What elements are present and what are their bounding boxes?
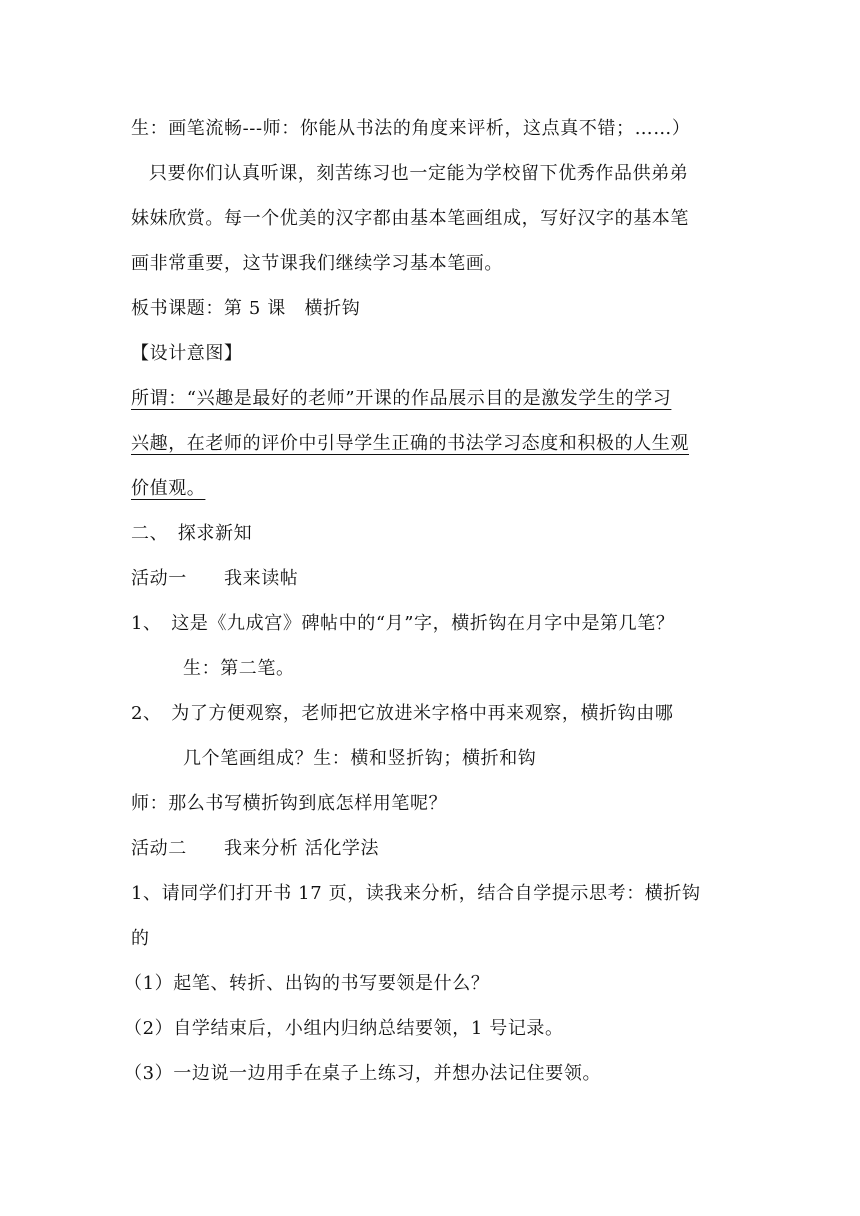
sub-item: （3）一边说一边用手在桌子上练习，并想办法记住要领。	[124, 1063, 602, 1084]
list-item-answer: 生：第二笔。	[183, 658, 295, 679]
text-line: 师：那么书写横折钩到底怎样用笔呢？	[131, 793, 448, 814]
design-intent-text: 所谓：“兴趣是最好的老师”开课的作品展示目的是激发学生的学习	[131, 388, 672, 409]
list-item: 1、请同学们打开书 17 页，读我来分析，结合自学提示思考：横折钩	[131, 883, 701, 904]
sub-item: （1）起笔、转折、出钩的书写要领是什么？	[124, 973, 490, 994]
list-item-continuation: 的	[131, 928, 150, 949]
activity-heading: 活动二 我来分析 活化学法	[131, 838, 380, 859]
list-item-continuation: 几个笔画组成？生：横和竖折钩；横折和钩	[183, 748, 537, 769]
design-intent-text: 价值观。	[131, 478, 206, 499]
text-line: 画非常重要，这节课我们继续学习基本笔画。	[131, 253, 503, 274]
sub-item: （2）自学结束后，小组内归纳总结要领，1 号记录。	[124, 1018, 564, 1039]
section-heading: 【设计意图】	[131, 343, 243, 364]
section-heading: 二、 探求新知	[131, 523, 253, 544]
text-line: 生：画笔流畅---师：你能从书法的角度来评析，这点真不错；……）	[131, 118, 691, 139]
text-line: 妹妹欣赏。每一个优美的汉字都由基本笔画组成，写好汉字的基本笔	[131, 208, 689, 229]
list-item: 2、 为了方便观察，老师把它放进米字格中再来观察，横折钩由哪	[131, 703, 674, 724]
list-item: 1、 这是《九成宫》碑帖中的“月”字，横折钩在月字中是第几笔？	[131, 613, 675, 634]
text-line: 只要你们认真听课，刻苦练习也一定能为学校留下优秀作品供弟弟	[149, 163, 689, 184]
activity-heading: 活动一 我来读帖	[131, 568, 299, 589]
lesson-title: 板书课题：第 5 课 横折钩	[131, 298, 361, 319]
design-intent-text: 兴趣，在老师的评价中引导学生正确的书法学习态度和积极的人生观	[131, 433, 689, 454]
